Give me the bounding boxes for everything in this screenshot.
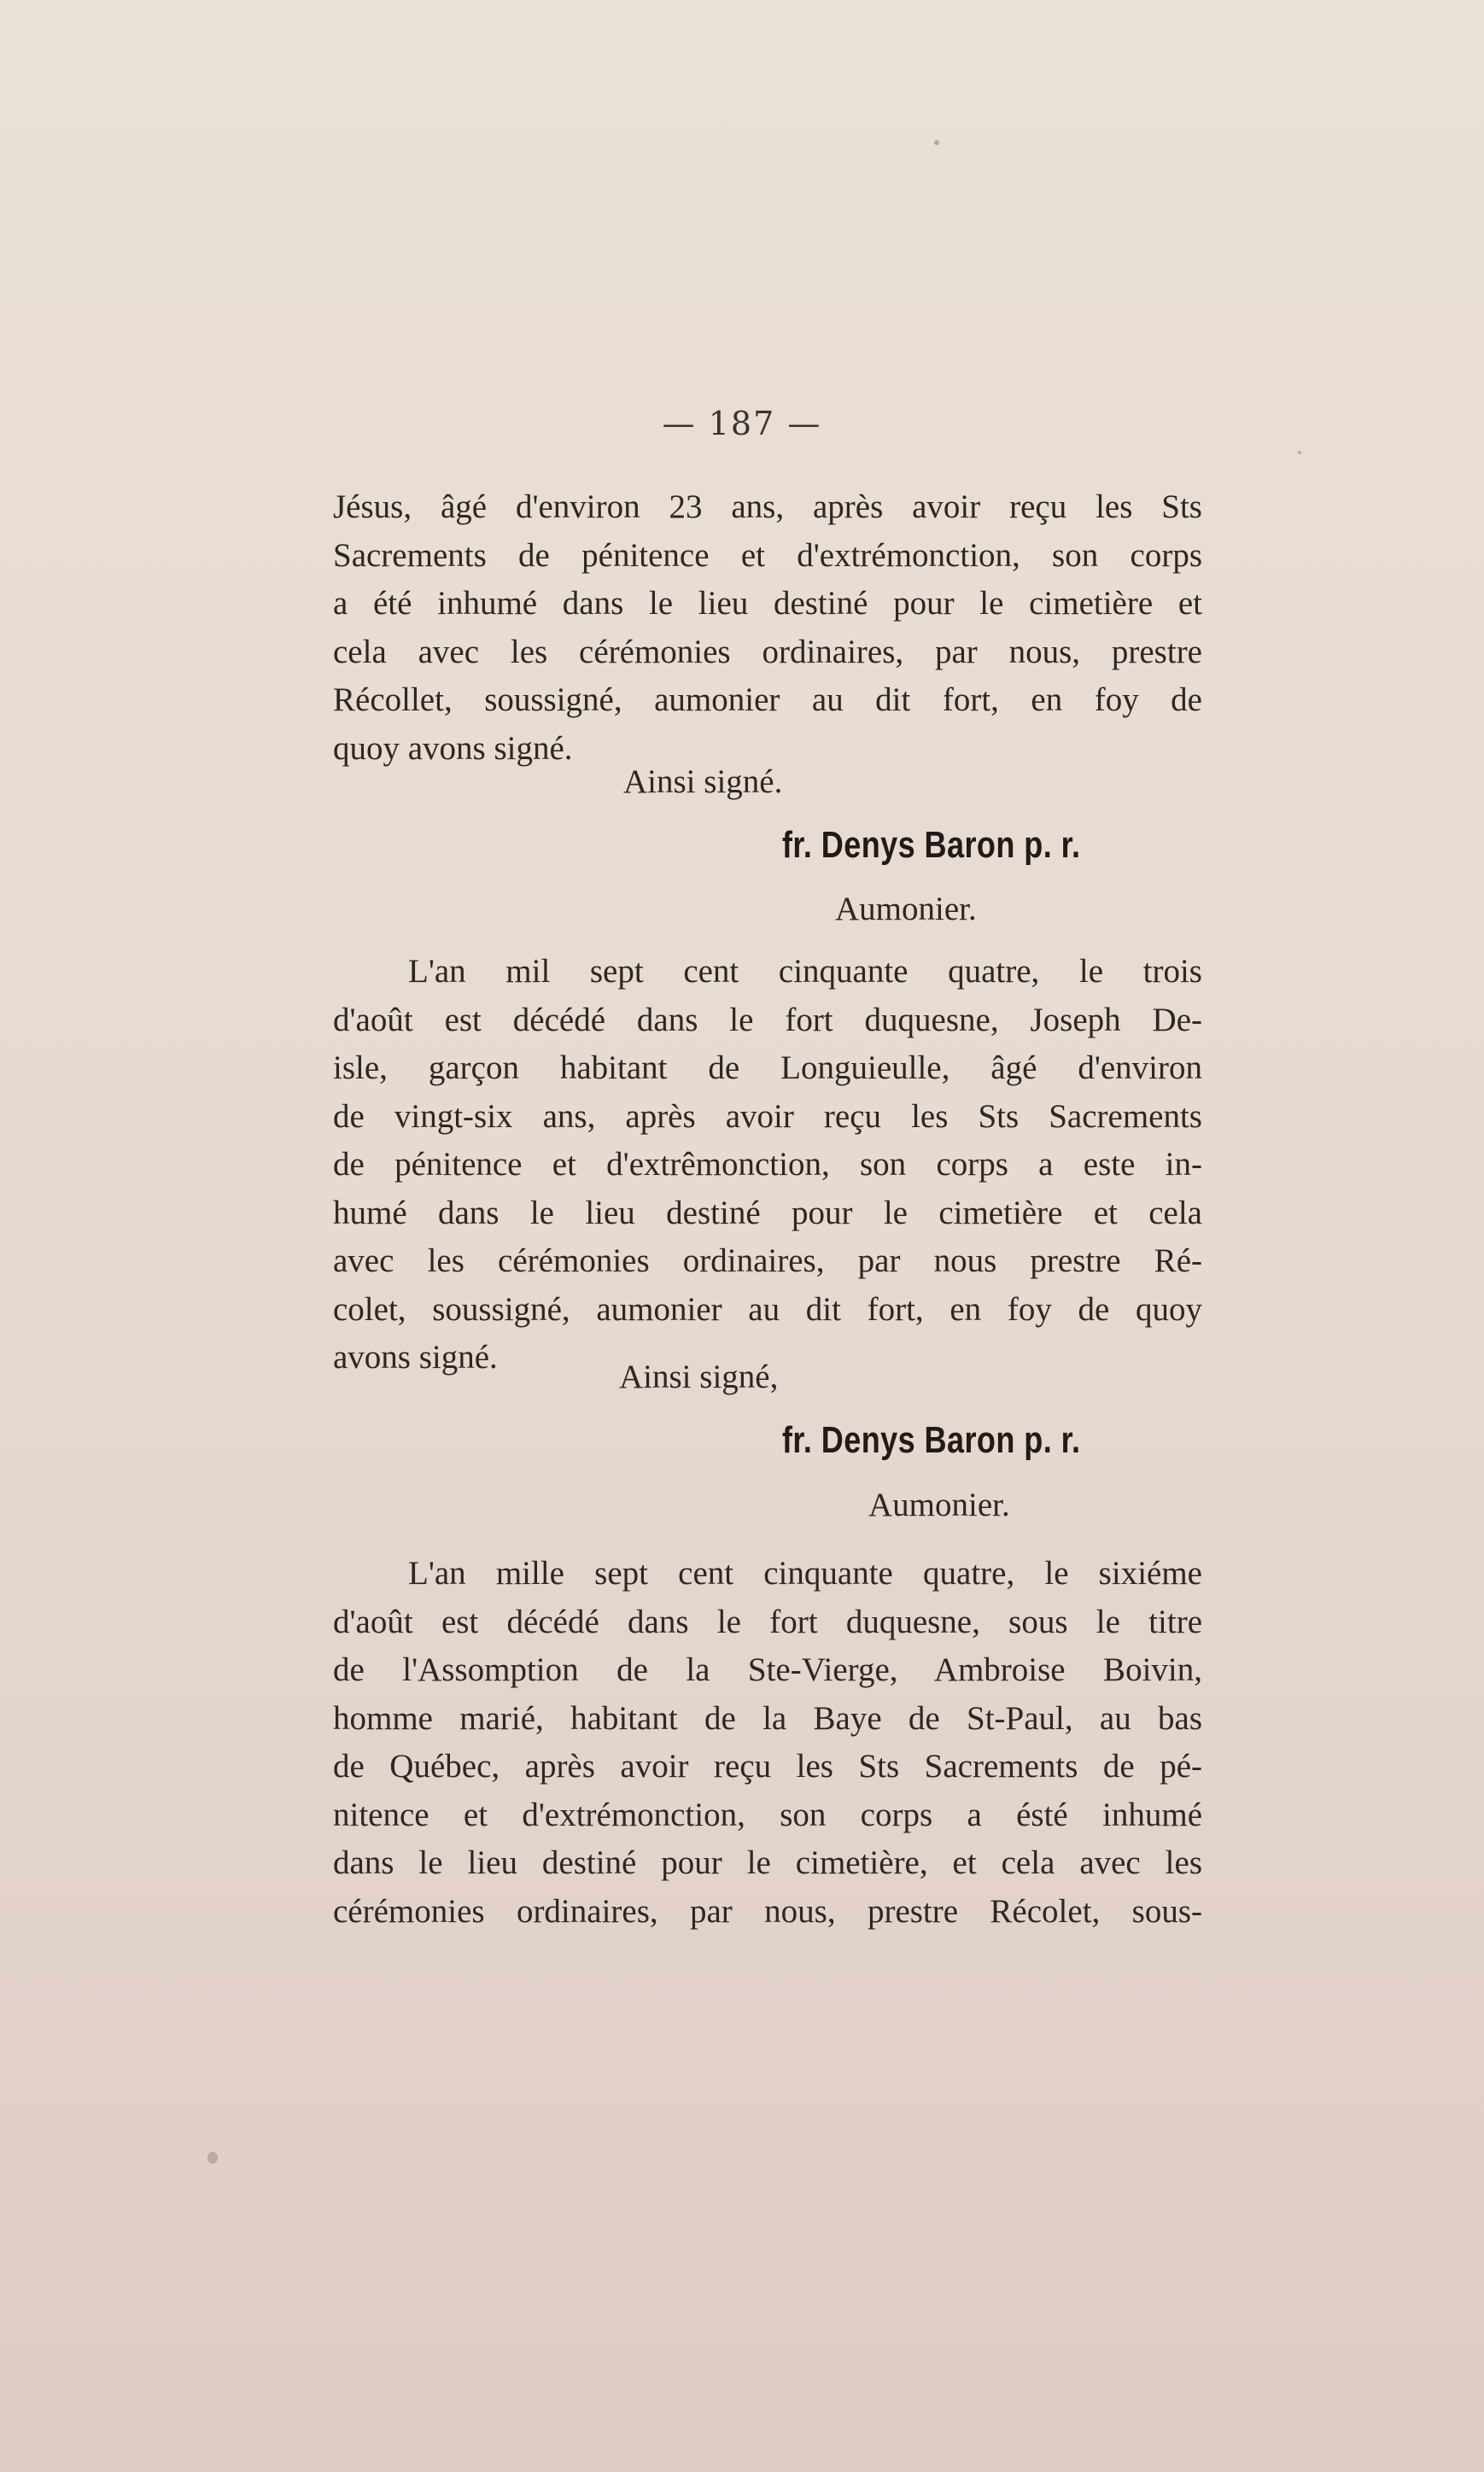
- entry-1-line-1: Jésus, âgé d'environ 23 ans, après avoir reçu les Sts: [333, 488, 1202, 525]
- entry-1-line-6: quoy avons signé.: [333, 729, 573, 767]
- entry-1-signature: fr. Denys Baron p. r.: [782, 824, 1081, 866]
- paper-speck: [207, 2152, 218, 2164]
- entry-3-line-8: cérémonies ordinaires, par nous, prestre Récolet, sous-: [333, 1892, 1202, 1930]
- entry-2-line-7: avec les cérémonies ordinaires, par nous prestre Ré-: [333, 1242, 1202, 1279]
- entry-2-line-6: humé dans le lieu destiné pour le cimetière et cela: [333, 1194, 1202, 1231]
- page-number: — 187 —: [662, 405, 822, 442]
- entry-1-ainsi-signe: Ainsi signé.: [623, 763, 783, 800]
- entry-3-line-4: homme marié, habitant de la Baye de St-Paul, au bas: [333, 1699, 1202, 1737]
- entry-2-line-4: de vingt-six ans, après avoir reçu les Sts Sacrements: [333, 1097, 1202, 1135]
- entry-2-line-8: colet, soussigné, aumonier au dit fort, en foy de quoy: [333, 1290, 1202, 1328]
- entry-2-line-9: avons signé.: [333, 1339, 498, 1376]
- entry-1-title: Aumonier.: [835, 891, 977, 927]
- entry-2-line-3: isle, garçon habitant de Longuieulle, âgé d'environ: [333, 1049, 1202, 1086]
- entry-2-paragraph: [333, 948, 1202, 1382]
- entry-2-line-1: L'an mil sept cent cinquante quatre, le trois: [408, 953, 1202, 990]
- entry-2-ainsi-signe: Ainsi signé,: [619, 1359, 779, 1395]
- entry-3-line-2: d'août est décédé dans le fort duquesne, sous le titre: [333, 1603, 1202, 1640]
- entry-3-line-3: de l'Assomption de la Ste-Vierge, Ambroise Boivin,: [333, 1651, 1202, 1688]
- entry-1-line-3: a été inhumé dans le lieu destiné pour le cimetière et: [333, 585, 1202, 622]
- entry-1-paragraph: [333, 483, 1202, 773]
- entry-1-line-4: cela avec les cérémonies ordinaires, par nous, prestre: [333, 633, 1202, 670]
- entry-3-line-5: de Québec, après avoir reçu les Sts Sacrements de pé-: [333, 1748, 1202, 1785]
- entry-1-line-2: Sacrements de pénitence et d'extrémonction, son corps: [333, 536, 1202, 574]
- paper-speck: [934, 140, 939, 145]
- entry-2-title: Aumonier.: [868, 1487, 1010, 1523]
- entry-2-line-5: de pénitence et d'extrêmonction, son corps a este in-: [333, 1146, 1202, 1183]
- entry-2-signature: fr. Denys Baron p. r.: [782, 1419, 1081, 1461]
- paper-speck: [1298, 451, 1301, 454]
- entry-3-line-6: nitence et d'extrémonction, son corps a ésté inhumé: [333, 1796, 1202, 1833]
- entry-3-line-7: dans le lieu destiné pour le cimetière, et cela avec les: [333, 1844, 1202, 1881]
- entry-3-line-1: L'an mille sept cent cinquante quatre, le sixiéme: [408, 1555, 1202, 1592]
- entry-3-paragraph: [333, 1550, 1202, 1936]
- entry-1-line-5: Récollet, soussigné, aumonier au dit fort, en foy de: [333, 681, 1202, 718]
- entry-2-line-2: d'août est décédé dans le fort duquesne, Joseph De-: [333, 1001, 1202, 1038]
